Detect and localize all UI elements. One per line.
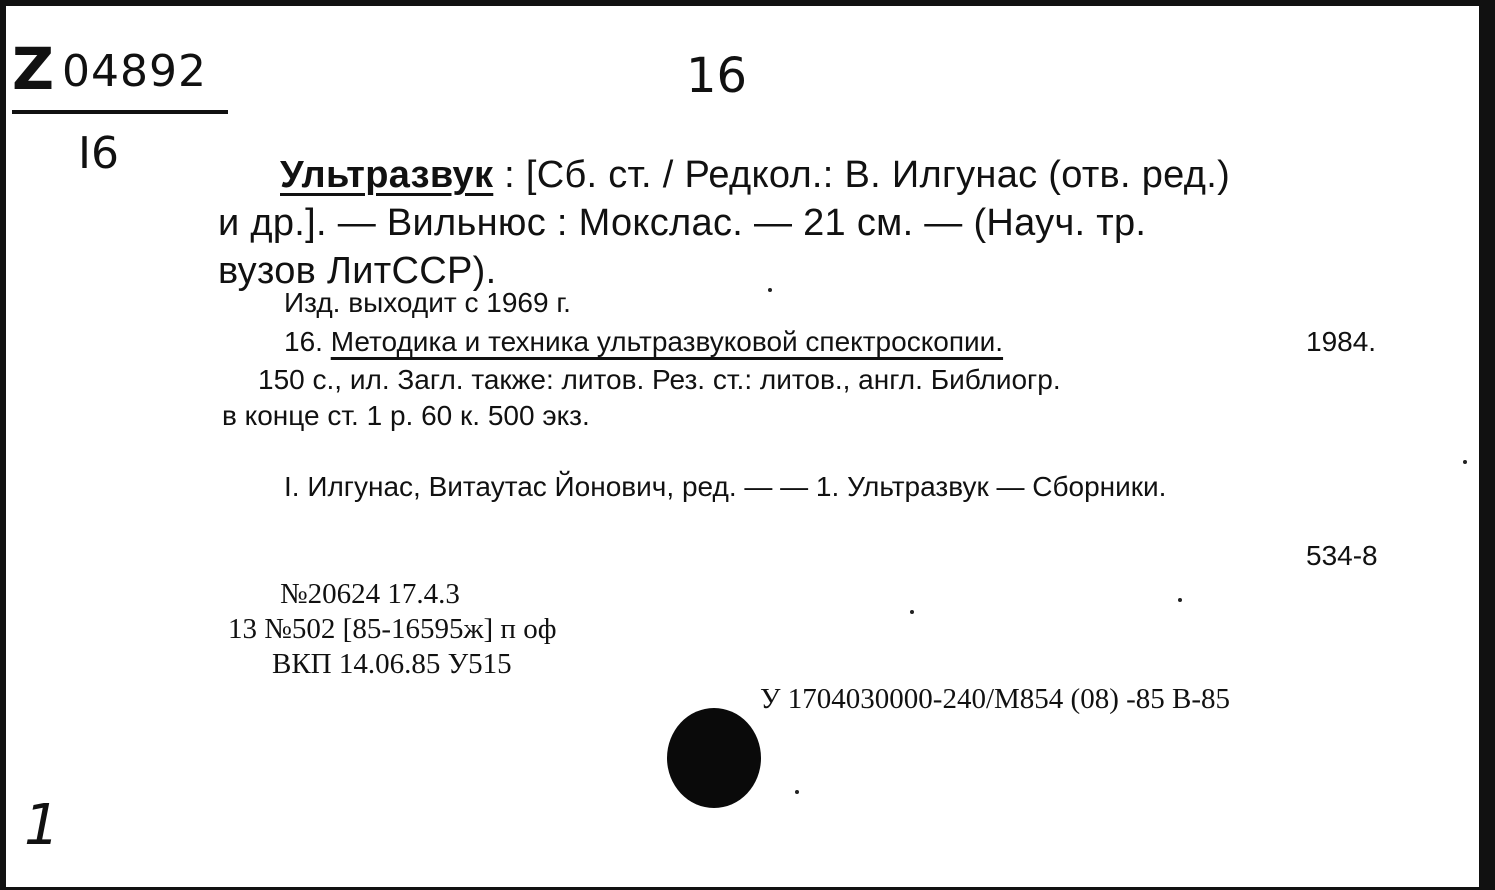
note-line: Изд. выходит с 1969 г. [284, 287, 571, 318]
card-border-right [1479, 0, 1495, 890]
card-border-top [0, 0, 1495, 6]
description-line-3: вузов ЛитССР). [218, 250, 497, 292]
accession-underline [12, 110, 228, 114]
heading-line [280, 156, 1230, 194]
volume-number: 16 [686, 48, 748, 104]
class-number: 534-8 [1306, 540, 1378, 571]
inventory-line-2: 13 №502 [85-16595ж] п оф [228, 613, 557, 645]
physical-description: 150 с., ил. Загл. также: литов. Рез. ст.: литов., англ. Библиогр. [258, 364, 1061, 395]
shelf-mark: I6 [78, 128, 119, 179]
speck [1178, 598, 1182, 602]
card-border-left [0, 0, 6, 890]
price-line: в конце ст. 1 р. 60 к. 500 экз. [222, 400, 590, 431]
speck [768, 288, 772, 292]
speck [910, 610, 914, 614]
title-heading: Ультразвук [280, 154, 494, 196]
volume-line [284, 328, 1003, 356]
heading-rest: : [Сб. ст. / Редкол.: В. Илгунас (отв. ред.) [493, 154, 1231, 196]
tracing-line: I. Илгунас, Витаутас Йонович, ред. — — 1. Ультразвук — Сборники. [284, 471, 1167, 502]
accession-number: 04892 [62, 46, 207, 97]
accession-mark: Z [12, 35, 55, 103]
volume-prefix: 16. [284, 326, 323, 357]
description-line-2: и др.]. — Вильнюс : Мокслас. — 21 см. — (Науч. тр. [218, 202, 1147, 244]
punch-hole [667, 708, 761, 808]
inventory-line-3: ВКП 14.06.85 У515 [272, 648, 512, 680]
handwritten-note: 1 [24, 793, 60, 858]
volume-year: 1984. [1306, 326, 1377, 357]
volume-title: Методика и техника ультразвуковой спектроскопии. [330, 326, 1004, 357]
speck [795, 790, 799, 794]
inventory-line-1: №20624 17.4.3 [280, 578, 460, 610]
speck [1463, 460, 1467, 464]
isbn-line: У 1704030000-240/М854 (08) -85 В-85 [760, 683, 1231, 715]
